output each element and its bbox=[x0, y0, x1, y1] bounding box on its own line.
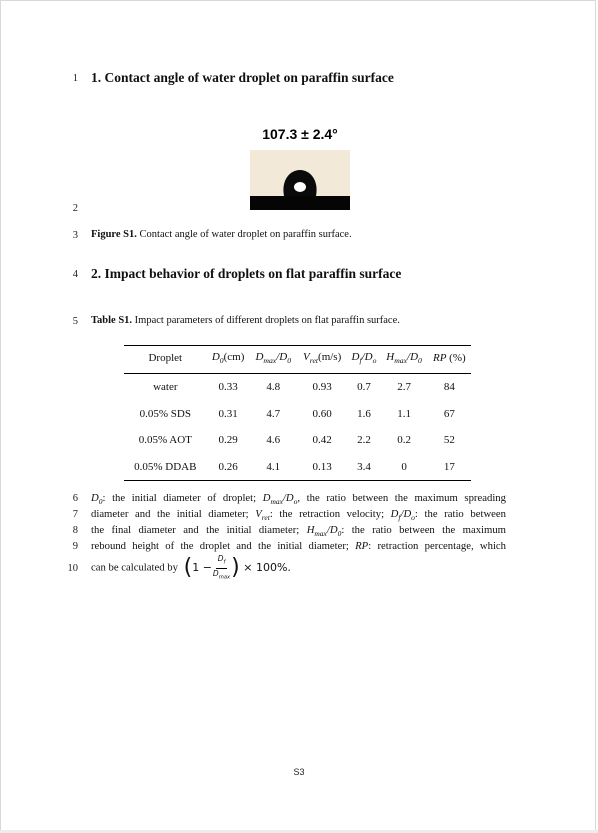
paraffin-surface bbox=[250, 196, 350, 210]
notes-line: the final diameter and the initial diameter; $H_{max}/D_0$: the ratio between the maximum bbox=[91, 524, 506, 539]
table-notes-paragraph bbox=[91, 490, 506, 578]
contact-angle-figure bbox=[246, 114, 354, 212]
notes-line: diameter and the initial diameter; $V_{ret}$: the retraction velocity; $D_f/D_o$: the ratio between bbox=[91, 508, 506, 523]
table-cell: 0.42 bbox=[312, 434, 332, 447]
line-number: 8 bbox=[72, 525, 78, 536]
header-vret: $V_{ret}(m/s)$ bbox=[297, 346, 348, 374]
line-number: 3 bbox=[72, 230, 78, 241]
table-cell: 3.4 bbox=[347, 454, 380, 481]
line-number: 9 bbox=[72, 541, 78, 552]
table-row bbox=[124, 454, 471, 481]
droplet-image bbox=[250, 150, 350, 210]
table-row bbox=[124, 374, 471, 401]
table-cell: 0.05% SDS bbox=[139, 407, 191, 420]
table-cell: 0.31 bbox=[218, 407, 238, 420]
table-row bbox=[124, 427, 471, 454]
figure-caption bbox=[91, 229, 352, 240]
table-cell: 0.13 bbox=[297, 454, 348, 481]
line-number: 6 bbox=[72, 493, 78, 504]
table-cell: 1.1 bbox=[397, 407, 411, 420]
table-cell: 84 bbox=[443, 381, 455, 394]
table-cell: 0.60 bbox=[312, 407, 332, 420]
table-caption-text: Impact parameters of different droplets on flat paraffin surface. bbox=[132, 315, 400, 326]
section-heading-contact-angle: 1. Contact angle of water droplet on paraffin surface bbox=[91, 70, 394, 85]
header-df-do: $D_f/D_o$ bbox=[347, 346, 380, 374]
line-number: 5 bbox=[72, 316, 78, 327]
table-cell: 0.7 bbox=[357, 381, 371, 394]
rp-formula: ( 1 − $\frac{D_f}{D_{max}}$ ) × 100%. bbox=[183, 554, 291, 580]
table-cell: 0.29 bbox=[218, 434, 238, 447]
table-cell: 0.33 bbox=[218, 381, 238, 394]
line-number: 1 bbox=[72, 73, 78, 84]
notes-line: rebound height of the droplet and the initial diameter; RP: retraction percentage, which bbox=[91, 540, 507, 552]
header-droplet: Droplet bbox=[124, 346, 207, 374]
notes-line: $D_0$: the initial diameter of droplet; $D_{max}/D_o$, the ratio between the maximum spreading bbox=[91, 492, 506, 507]
header-d0: $D_0(cm)$ bbox=[207, 346, 250, 374]
header-dmax-d0: $D_{max}/D_0$ bbox=[250, 346, 297, 374]
header-rp: RP (%) bbox=[428, 346, 471, 374]
figure-caption-text: Contact angle of water droplet on paraffin surface. bbox=[136, 229, 352, 240]
table-cell: 0.26 bbox=[207, 454, 250, 481]
table-cell: 4.7 bbox=[266, 407, 281, 420]
table-cell: 4.6 bbox=[266, 434, 281, 447]
table-cell: 4.1 bbox=[250, 454, 297, 481]
table-cell: 17 bbox=[428, 454, 471, 481]
page-number: S3 bbox=[293, 767, 305, 777]
figure-caption-label: Figure S1. bbox=[91, 229, 137, 240]
line-number: 7 bbox=[72, 509, 78, 520]
table-cell: 2.7 bbox=[397, 381, 411, 394]
line-number: 2 bbox=[72, 203, 78, 214]
table-cell: water bbox=[153, 381, 178, 394]
impact-parameters-table bbox=[124, 345, 471, 481]
table-cell: 0 bbox=[380, 454, 427, 481]
table-cell: 4.8 bbox=[266, 381, 281, 394]
line-number: 10 bbox=[67, 563, 78, 574]
table-caption-label: Table S1. bbox=[91, 315, 133, 326]
table-cell: 0.2 bbox=[397, 434, 411, 447]
table-cell: 52 bbox=[443, 434, 455, 447]
table-cell: 67 bbox=[443, 407, 455, 420]
droplet-highlight bbox=[294, 182, 306, 192]
table-cell: 0.05% AOT bbox=[138, 434, 192, 447]
notes-line: can be calculated by ( 1 − $\frac{D_f}{D_{max}}$ ) × 100%. bbox=[91, 554, 291, 580]
table-row bbox=[124, 401, 471, 428]
table-header-row bbox=[124, 346, 471, 374]
table-cell: 0.93 bbox=[312, 381, 332, 394]
table-caption bbox=[91, 315, 400, 326]
table-cell: 0.05% DDAB bbox=[124, 454, 207, 481]
table-cell: 1.6 bbox=[357, 407, 371, 420]
header-hmax-d0: $H_{max}/D_0$ bbox=[380, 346, 427, 374]
section-heading-impact-behavior: 2. Impact behavior of droplets on flat paraffin surface bbox=[91, 266, 402, 281]
line-number: 4 bbox=[72, 269, 78, 280]
contact-angle-value: 107.3 ± 2.4° bbox=[262, 126, 338, 142]
table-cell: 2.2 bbox=[357, 434, 371, 447]
